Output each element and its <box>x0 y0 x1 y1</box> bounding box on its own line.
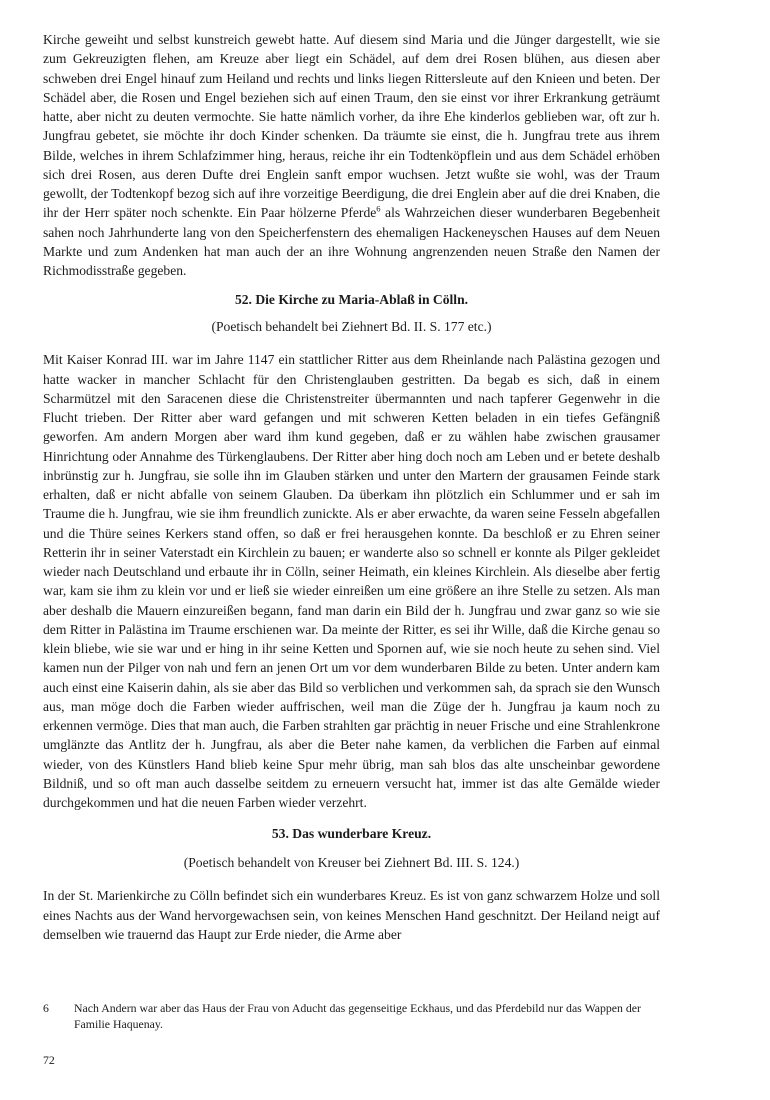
section-53-title: 53. Das wunderbare Kreuz. <box>271 826 432 842</box>
intro-paragraph-text: Kirche geweiht und selbst kunstreich gewebt hatte. Auf diesem sind Maria und die Jünger dargestellt, wie sie zum Gekreuzigten flehen, am Kreuze aber liegt ein Schädel, auf dem drei Rosen blühen, aus diesen aber schweben drei Engel hinauf zum Heiland und rechts und links liegen Rittersleute auf den Knieen und beten. Der Schädel aber, die Rosen und Engel beziehen sich auf einen Traum, den sie einst vor ihrer Erkrankung geträumt hatte, aber nicht zu deuten vermochte. Sie hatte nämlich vorher, da ihre Ehe kinderlos geblieben war, oft zur h. Jungfrau gebetet, sie möchte ihr doch Kinder schenken. Da träumte sie einst, die h. Jungfrau trete aus ihrem Bilde, welches in ihrem Schlafzimmer hing, heraus, reiche ihr ein Todtenköpflein und aus dem Schädel erhöben sich drei Rosen, aus deren Dufte drei Englein sanft empor wuchsen. Jetzt wußte sie wohl, was der Traum gewollt, der Todtenkopf bezog sich auf ihre vorzeitige Beerdigung, die drei Englein aber auf die drei Knaben, die ihr der Herr später noch schenkte. Ein Paar hölzerne Pferde <box>43 32 660 221</box>
section-52-text: Mit Kaiser Konrad III. war im Jahre 1147 ein stattlicher Ritter aus dem Rheinlande nach Palästina gezogen und hatte wacker in mancher Schlacht für den Christenglauben gestritten. Da begab es sich, daß in einem Scharmützel mit den Saracenen diese die Christenstreiter übermannten und nach tapferer Gegenwehr in die Flucht trieben. Der Ritter aber ward gefangen und mit schweren Ketten beladen in ein tiefes Gefängniß geworfen. Am andern Morgen aber ward ihm kund gegeben, daß er zu wählen habe zwischen grausamer Hinrichtung oder Annahme des Türkenglaubens. Der Ritter aber hing doch noch am Leben und er betete deshalb inbrünstig zur h. Jungfrau, sie solle ihn im Glauben stärken und unter den Martern der grausamen Feinde stark erhalten, daß er nicht abfalle von seinem Glauben. Da überkam ihn plötzlich ein Schlummer und er sah im Traume die h. Jungfrau, wie sie ihm freundlich zunickte. Als er aber erwachte, da waren seine Fesseln abgefallen und die Thüre seines Kerkers stand offen, so daß er frei herausgehen konnte. Da beschloß er zu Ehren seiner Retterin ihr in seiner Vaterstadt ein Kirchlein zu bauen; er wanderte also so schnell er konnte als Pilger gekleidet wieder nach Deutschland und erbaute ihr in Cölln, seiner Heimath, ein kleines Kirchlein. Als dieselbe aber fertig war, kam sie ihm zu klein vor und er ließ sie wieder einreißen um eine größere an ihre Stelle zu setzen. Als man aber deshalb die Mauern einzureißen begann, fand man darin ein Bild der h. Jungfrau und zwar ganz so wie sie dem Ritter in Palästina im Traume erschienen war. Da meinte der Ritter, es sei ihr Wille, daß die Kirche genau so klein bliebe, wie sie war und er hing in ihr seine Ketten und Spornen auf, wie sie noch heute zu sehen sind. Viel kamen nun der Pilger von nah und fern an jenen Ort um vor dem wunderbaren Bilde zu beten. Unter andern kam auch einst eine Kaiserin dahin, als sie aber das Bild so verblichen und verkommen sah, da sprach sie den Wunsch aus, man möge doch die Farben wieder auffrischen, weil man die Züge der h. Jungfrau ja kaum noch zu erkennen vermöge. Dies that man auch, die Farben strahlten gar prächtig in neuer Frische und eine Strahlenkrone umglänzte das Antlitz der h. Jungfrau, als aber die Beter nahe kamen, da verblichen die Farben auf einmal wieder, von des Künstlers Hand blieb keine Spur mehr übrig, man sah blos das alte unscheinbar gewordene Bildniß, und so oft man auch dasselbe seitdem zu erneuern versucht hat, immer ist das alte Gemälde wieder durchgekommen und hat die neuen Farben wieder verzehrt. <box>43 352 660 810</box>
section-52-source-text: (Poetisch behandelt bei Ziehnert Bd. II. S. 177 etc.) <box>211 319 492 335</box>
footnote-reference[interactable]: 6 <box>376 203 381 214</box>
section-53-text: In der St. Marienkirche zu Cölln befindet sich ein wunderbares Kreuz. Es ist von ganz schwarzem Holze und soll eines Nachts aus der Wand hervorgewachsen sein, von keines Menschen Hand geschnitzt. Der Heiland neigt auf demselben wie trauernd das Haupt zur Erde nieder, die Arme aber <box>43 888 660 942</box>
section-52-source <box>43 317 660 336</box>
intro-paragraph-text-end: als Wahrzeichen dieser wunderbaren Begebenheit sahen noch Jahrhunderte lang von den Speicherfenstern des ehemaligen Hackeneyschen Hauses auf dem Neuen Markte und zum Andenken hat man auch der an ihre Wohnung angrenzenden neuen Straße den Namen der Richmodisstraße gegeben. <box>43 205 660 278</box>
page-body <box>43 30 660 944</box>
section-52-title: 52. Die Kirche zu Maria-Ablaß in Cölln. <box>234 292 469 308</box>
footnote-text: Nach Andern war aber das Haus der Frau von Aducht das gegenseitige Eckhaus, und das Pferdebild nur das Wappen der Familie Haquenay. <box>74 1001 641 1031</box>
footnote <box>43 1000 660 1032</box>
section-53-source <box>43 853 660 872</box>
section-53-source-text: (Poetisch behandelt von Kreuser bei Ziehnert Bd. III. S. 124.) <box>183 855 520 871</box>
intro-paragraph <box>43 30 660 280</box>
footnote-number: 6 <box>43 1001 49 1015</box>
page-number: 72 <box>43 1053 55 1067</box>
